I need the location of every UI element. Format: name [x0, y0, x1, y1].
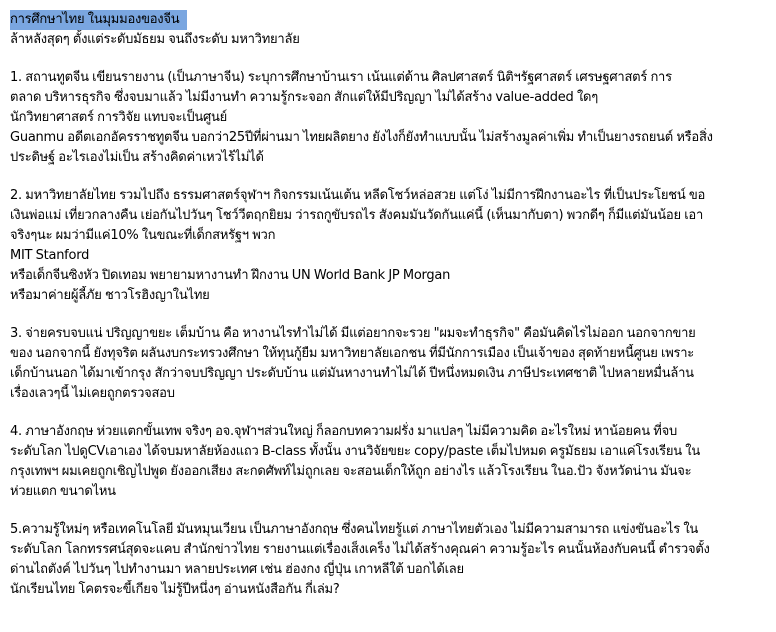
paragraph-spacer	[10, 306, 766, 324]
paragraph-line: นักเรียนไทย โคตรจะขี้เกียจ ไม่รู้ปีหนึ่งๆ อ่านหนังสือกัน กี่เล่ม?	[10, 582, 340, 597]
paragraph-line: นักวิทยาศาสตร์ การวิจัย แทบจะเป็นศูนย์	[10, 110, 228, 125]
paragraph-line: MIT Stanford	[10, 248, 90, 263]
paragraph-spacer	[10, 50, 766, 68]
paragraph-line: กรุงเทพฯ ผมเคยถูกเชิญไปพูด ยังออกเสียง สะกดศัพท์ไม่ถูกเลย จะสอนเด็กให้ถูก อย่างไร แล้วโรงเรียน ในอ.ปัว จังหวัดน่าน มันจะ	[10, 464, 692, 479]
paragraph-line: 3. จ่ายครบจบแน่ ปริญญาขยะ เต็มบ้าน คือ หางานไรทำไม่ได้ มีแต่อยากจะรวย "ผมจะทำธุรกิจ" คือมันคิดไรไม่ออก นอกจากขาย	[10, 326, 696, 341]
paragraph-3	[10, 324, 766, 404]
paragraph-spacer	[10, 168, 766, 186]
paragraph-line: เรื่องเลวๆนี้ ไม่เคยถูกตรวจสอบ	[10, 386, 175, 401]
paragraph-line: 1. สถานทูตจีน เขียนรายงาน (เป็นภาษาจีน) ระบุการศึกษาบ้านเรา เน้นแต่ด้าน ศิลปศาสตร์ นิติฯรัฐศาสตร์ เศรษฐศาสตร์ การ	[10, 70, 672, 85]
paragraph-line: จริงๆนะ ผมว่ามีแค่10% ในขณะที่เด็กสหรัฐฯ พวก	[10, 228, 276, 243]
paragraph-spacer	[10, 404, 766, 422]
paragraph-1	[10, 68, 766, 168]
paragraph-line: ห่วยแตก ขนาดไหน	[10, 484, 116, 499]
paragraph-line: ระดับโลก ไปดูCVเอาเอง ได้จบมหาลัยห้องแถว B-class ทั้งนั้น งานวิจัยขยะ copy/paste เต็มไปหมด ครูมัธยม เอาแค่โรงเรียน ใน	[10, 444, 700, 459]
paragraph-line: ประดิษฐ์ อะไรเองไม่เป็น สร้างคิดค่าเหวไร้ไม่ได้	[10, 150, 264, 165]
paragraph-line: Guanmu อดีตเอกอัครราชทูตจีน บอกว่า25ปีที่ผ่านมา ไทยผลิตยาง ยังไงก็ยังทำแบบนั้น ไม่สร้างมูลค่าเพิ่ม ทำเป็นยางรถยนต์ หรือสิ่ง	[10, 130, 713, 145]
paragraph-2	[10, 186, 766, 306]
document-title[interactable]: การศึกษาไทย ในมุมมองของจีน	[10, 10, 187, 30]
document-subtitle: ล้าหลังสุดๆ ตั้งแต่ระดับมัธยม จนถึงระดับ มหาวิทยาลัย	[10, 32, 300, 47]
paragraph-line: เงินพ่อแม่ เที่ยวกลางคืน เย่อกันไปวันๆ โชว์วีตฤกยิยม ว่ารถกูขับรถไร สังคมมันวัดกันแค่นี้ (เห็นมากับตา) พวกดีๆ ก็มีแต่มันน้อย เอา	[10, 208, 703, 223]
paragraph-line: ด่านไถตังค์ ไปวันๆ ไปทำงานมา หลายประเทศ เช่น ฮ่องกง ญี่ปุ่น เกาหลีใต้ บอกได้เลย	[10, 562, 464, 577]
paragraph-line: ระดับโลก โลกทรรศน์สุดจะแคบ สำนักข่าวไทย รายงานแต่เรื่องเส็งเคร็ง ไม่ได้สร้างคุณค่า ความรู้อะไร คนนั้นห้องกับคนนี้ ตำรวจตั้ง	[10, 542, 710, 557]
paragraph-line: หรือเด็กจีนซิงหัว ปิดเทอม พยายามหางานทำ ฝึกงาน UN World Bank JP Morgan	[10, 268, 451, 283]
paragraphs-container	[10, 68, 766, 600]
paragraph-4	[10, 422, 766, 502]
paragraph-line: 2. มหาวิทยาลัยไทย รวมไปถึง ธรรมศาสตร์จุฬาฯ กิจกรรมเน้นเต้น หลีดโชว์หล่อสวย แต่โง่ ไม่มีการฝึกงานอะไร ที่เป็นประโยชน์ ขอ	[10, 188, 706, 203]
paragraph-line: ตลาด บริหารธุรกิจ ซึ่งจบมาแล้ว ไม่มีงานทำ ความรู้กระจอก สักแต่ให้มีปริญญา ไม่ได้สร้าง value-added ใดๆ	[10, 90, 598, 105]
title-line	[10, 10, 766, 30]
paragraph-line: เด็กบ้านนอก ได้มาเข้ากรุง สักว่าจบปริญญา ประดับบ้าน แต่มันหางานทำไม่ได้ ปีหนึ่งหมดเงิน ภาษีประเทศชาติ ไปหลายหมื่นล้าน	[10, 366, 694, 381]
paragraph-spacer	[10, 502, 766, 520]
paragraph-line: 4. ภาษาอังกฤษ ห่วยแตกขั้นเทพ จริงๆ อจ.จุฬาฯส่วนใหญ่ ก็ลอกบทความฝรั่ง มาแปลๆ ไม่มีความคิด อะไรใหม่ หาน้อยคน ที่จบ	[10, 424, 677, 439]
paragraph-line: 5.ความรู้ใหม่ๆ หรือเทคโนโลยี มันหมุนเวียน เป็นภาษาอังกฤษ ซึ่งคนไทยรู้แต่ ภาษาไทยตัวเอง ไม่มีความสามารถ แข่งขันอะไร ใน	[10, 522, 699, 537]
paragraph-line: หรือมาค่ายผู้ลี้ภัย ชาวโรฮิงญาในไทย	[10, 288, 210, 303]
paragraph-5	[10, 520, 766, 600]
paragraph-line: ของ นอกจากนี้ ยังทุจริต ผลันงบกระทรวงศึกษา ให้ทุนกู้ยืม มหาวิทยาลัยเอกชน ที่มีนักการเมือง เป็นเจ้าของ สุดท้ายหนี้ศูนย เพราะ	[10, 346, 695, 361]
